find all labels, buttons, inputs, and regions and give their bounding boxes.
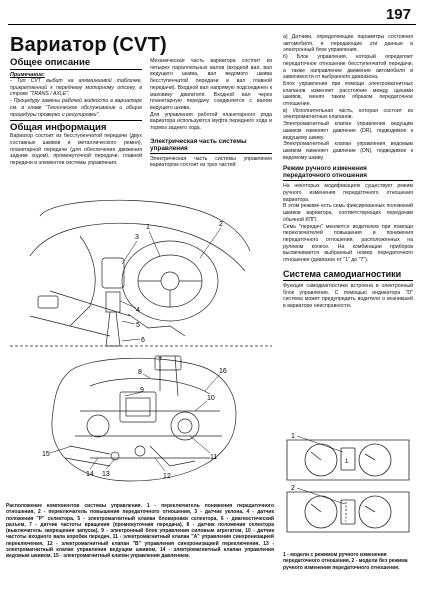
callout-8: 8	[138, 369, 142, 376]
selector-n: N	[345, 508, 348, 513]
gear-digit	[345, 459, 349, 465]
header-rule	[8, 24, 416, 25]
selector-s: S	[345, 515, 348, 520]
mech-text: Механическая часть вариатора состоит из четырех параллельных валов (входной вал, вал ведущего шкива, вал ведомого шкива бесступенчатой передачи и вал главной передачи). Входной вал напрямую подсоединен к маховику двигателя. Входной вал через планетарную передачу соединяется с валом ведущего шкива. Для управления работой планетарного ряда вариатора используются муфта переднего хода и тормоз заднего хода.	[150, 58, 272, 132]
cluster-label-2: 2	[291, 485, 295, 492]
selector-r: R	[345, 504, 348, 509]
column-2	[150, 58, 272, 169]
info-heading: Общая информация	[10, 122, 107, 134]
elec-text: Электрическая часть системы управления вариатором состоит из трех частей:	[150, 155, 272, 169]
callout-12: 12	[163, 473, 171, 480]
column-1	[10, 58, 142, 167]
callout-5: 5	[136, 322, 140, 329]
page-title: Вариатор (CVT)	[10, 34, 167, 56]
page-number: 197	[385, 6, 411, 23]
callout-13: 13	[102, 471, 110, 478]
selector-d: D	[345, 511, 348, 516]
divider	[150, 153, 272, 154]
divider	[10, 120, 142, 121]
callout-11: 11	[210, 454, 218, 461]
manual-heading: Режим ручного изменения передаточного отношения	[283, 165, 368, 180]
cluster-label-1: 1	[291, 433, 295, 440]
selector-p: P	[345, 501, 348, 505]
callout-4: 4	[136, 307, 140, 314]
cluster-figure	[283, 430, 413, 548]
manual-text: На некоторых модификациях существует режим ручного изменения передаточного отношения вариатора. В этом режиме есть семь фиксированных положений шкивов вариатора, соответствующих передачам обычной КПП. Семь "передач" меняются водителем при помощи переключателей повышения и понижения передаточного отношения, расположенных на рулевом колесе. На комбинации приборов высвечивается выбранный номер передаточного отношения (диапазон от "1" до "7").	[283, 183, 413, 264]
divider	[283, 180, 413, 181]
callout-14: 14	[86, 471, 94, 478]
callout-9: 9	[140, 387, 144, 394]
note-label: Примечание:	[10, 72, 45, 78]
component-drawing	[10, 196, 272, 496]
callout-3: 3	[135, 234, 139, 241]
cluster-caption: 1 - модели с режимом ручного изменения передаточного отношения, 2 - модели без режима ручного изменения передаточного отношения.	[283, 552, 408, 571]
callout-7: 7	[158, 357, 162, 364]
cluster-drawing	[283, 430, 413, 548]
divider	[283, 280, 413, 281]
items-text: а) Датчики, определяющие параметры состояния автомобиля, и передающие эти данные в электронный блок управления. б) Блок управления, который определяет передаточное отношение бесступенчатой передачи, а также направление движения автомобиля в зависимости от выбранного диапазона. Блок управления при помощи электромагнитных клапанов изменяет расстояние между щеками шкивов, меняя таким образом передаточное отношение. в) Исполнительная часть, которая состоит из электромагнитных клапанов. Электромагнитный клапан управления ведущим шкивом изменяет давление (DR), подводимое к ведущему шкиву. Электромагнитный клапан управления ведомым шкивом изменяет давление (DN), подводимое к ведомому шкиву.	[283, 34, 413, 161]
figure-caption: Расположение компонентов системы управления. 1 - переключатель понижения передаточного отношения, 2 - переключатель повышения передаточного отношения, 3 - датчик уклона, 4 - датчик положения "P" селектора, 5 - электромагнитный клапан блокировки селектора, 6 - диагностический разъем, 7 - датчик частоты вращения (промежуточная передача), 8 - датчик положения селектора (выключатель запрещения запуска), 9 - электронный блок управления силовым агрегатом, 10 - датчик частоты входного вала коробки передач, 11 - электромагнитный клапан "A" управления синхронизацией переключения, 12 - электромагнитный клапан "B" управления синхронизацией переключения, 13 - электромагнитный клапан управления ведущим шкивом, 14 - электромагнитный клапан управления ведомым шкивом, 15 - электромагнитный клапан управления давлением.	[6, 503, 274, 560]
note-text: - Тип CVT выбит на алюминиевой табличке, прикрепленной к переднему моторному отсеку, в строке "TRANS / AXLE". - Процедуру замены рабочей жидкости в вариаторе см. в главе "Техническое обслуживание и общие процедуры проверки и регулировки".	[10, 78, 142, 118]
component-figure	[10, 196, 272, 496]
callout-10: 10	[207, 395, 215, 402]
callout-6: 6	[141, 337, 145, 344]
gear-display: 1	[345, 459, 349, 465]
general-heading: Общее описание	[10, 57, 91, 68]
diag-heading: Система самодиагностики	[283, 268, 402, 279]
elec-heading: Электрическая часть системы управления	[150, 137, 247, 152]
selector-l: L	[345, 519, 347, 523]
callout-16: 16	[219, 368, 227, 375]
callout-15: 15	[42, 451, 50, 458]
diag-text: Функция самодиагностики встроена в электронный блок управления. С помощью индикатора "D" система может предупредить водителя о возникшей в вариаторе неисправности.	[283, 282, 413, 309]
callout-2: 2	[219, 221, 223, 228]
divider	[10, 69, 142, 70]
column-3	[283, 34, 413, 310]
callout-1: 1	[146, 224, 150, 231]
info-text: Вариатор состоит из бесступенчатой передачи (двух составных шкивов и металлического ремня), планетарной передачи (для обеспечения движения задним ходом), промежуточной передачи, главной передачи и элементов системы управления.	[10, 133, 142, 167]
